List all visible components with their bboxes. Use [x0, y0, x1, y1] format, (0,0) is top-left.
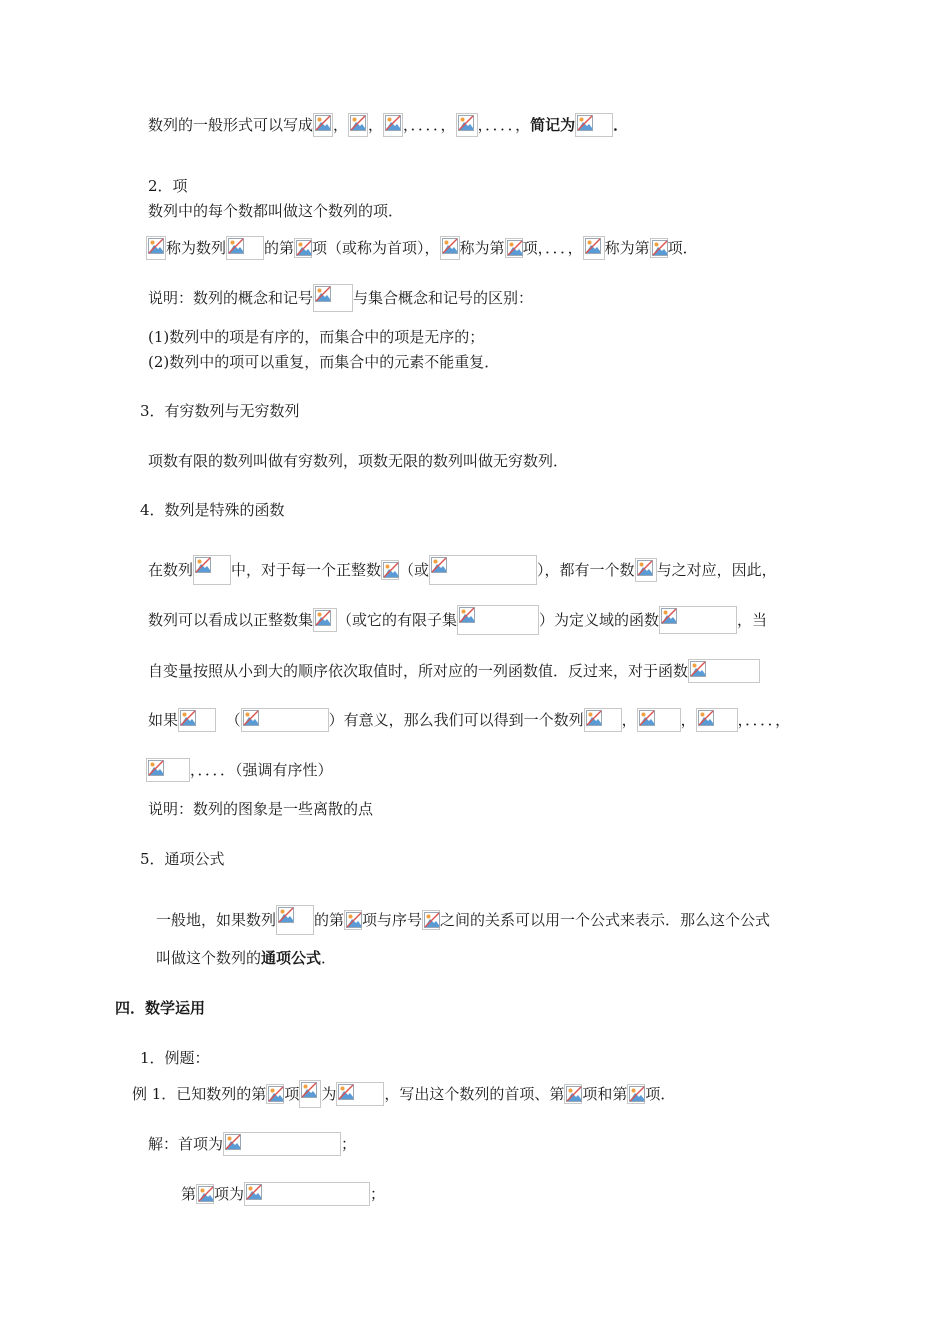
- formula-image: [429, 555, 537, 585]
- broken-image-icon: [458, 115, 474, 131]
- broken-image-icon: [198, 1186, 214, 1202]
- broken-image-icon: [442, 238, 458, 254]
- formula-image: [457, 605, 539, 635]
- broken-image-icon: [629, 1086, 645, 1102]
- paragraph-line: 一般地，如果数列 的第 项与序号 之间的关系可以用一个公式来表示．那么这个公式: [156, 908, 770, 932]
- broken-image-icon: [507, 240, 523, 256]
- broken-image-icon: [639, 710, 655, 726]
- broken-image-icon: [459, 607, 475, 623]
- formula-image: [244, 1182, 370, 1206]
- formula-image: [650, 238, 668, 258]
- broken-image-icon: [301, 1082, 317, 1098]
- note-line: 说明：数列的概念和记号 与集合概念和记号的区别：: [148, 286, 533, 310]
- formula-image: [583, 236, 605, 260]
- formula-image: [635, 558, 657, 582]
- broken-image-icon: [383, 562, 399, 578]
- example-question: 例 1．已知数列的第 项 为 ，写出这个数列的首项、第 项和第 项．: [132, 1082, 675, 1106]
- broken-image-icon: [180, 710, 196, 726]
- paragraph-line: ，．．．．（强调有序性）: [146, 758, 333, 782]
- formula-image: [178, 708, 216, 732]
- broken-image-icon: [268, 1086, 284, 1102]
- term-naming-line: 称为数列 的第 项（或称为首项）， 称为第 项，．．．， 称为第 项．: [146, 236, 698, 260]
- broken-image-icon: [148, 760, 164, 776]
- broken-image-icon: [424, 912, 440, 928]
- formula-image: [564, 1084, 582, 1104]
- broken-image-icon: [346, 912, 362, 928]
- broken-image-icon: [652, 240, 668, 256]
- section-heading: 1．例题：: [140, 1049, 210, 1067]
- formula-image: [313, 113, 333, 137]
- solution-line: 解：首项为 ；: [148, 1132, 356, 1156]
- broken-image-icon: [315, 115, 331, 131]
- formula-image: [505, 238, 523, 258]
- broken-image-icon: [637, 560, 653, 576]
- paragraph-line: 自变量按照从小到大的顺序依次取值时，所对应的一列函数值．反过来，对于函数: [148, 659, 760, 683]
- formula-image: [383, 113, 403, 137]
- broken-image-icon: [577, 115, 593, 131]
- paragraph-line: 数列可以看成以正整数集 （或它的有限子集 ）为定义域的函数 ，当: [148, 608, 767, 632]
- broken-image-icon: [350, 115, 366, 131]
- formula-image: [456, 113, 478, 137]
- paragraph-line: 如果 （ ）有意义，那么我们可以得到一个数列 ， ， ，．．．．，: [148, 708, 790, 732]
- formula-image: [440, 236, 460, 260]
- formula-image: [241, 708, 329, 732]
- broken-image-icon: [296, 240, 312, 256]
- section-heading: 2．项: [148, 177, 188, 195]
- broken-image-icon: [278, 907, 294, 923]
- formula-image: [348, 113, 368, 137]
- formula-image: [637, 708, 681, 732]
- list-item: (2)数列中的项可以重复，而集合中的元素不能重复．: [148, 353, 500, 371]
- formula-image: [696, 708, 738, 732]
- formula-image: [276, 905, 314, 935]
- broken-image-icon: [690, 661, 706, 677]
- broken-image-icon: [315, 286, 331, 302]
- formula-image: [344, 910, 362, 930]
- broken-image-icon: [566, 1086, 582, 1102]
- formula-image: [266, 1084, 284, 1104]
- formula-image: [381, 560, 399, 580]
- broken-image-icon: [225, 1134, 241, 1150]
- section-heading: 5．通项公式: [140, 850, 225, 868]
- broken-image-icon: [338, 1084, 354, 1100]
- text: 数列的一般形式可以写成: [148, 116, 314, 134]
- formula-image: [146, 758, 190, 782]
- text: ．: [613, 116, 629, 134]
- broken-image-icon: [148, 238, 164, 254]
- section-heading: 3．有穷数列与无穷数列: [140, 402, 300, 420]
- text: ，: [333, 116, 349, 134]
- formula-image: [196, 1184, 214, 1204]
- broken-image-icon: [228, 238, 244, 254]
- formula-image: [294, 238, 312, 258]
- general-form-line: [148, 113, 628, 137]
- note-line: 说明：数列的图象是一些离散的点: [148, 800, 374, 818]
- paragraph: 数列中的每个数都叫做这个数列的项．: [148, 202, 404, 220]
- broken-image-icon: [195, 557, 211, 573]
- formula-image: [299, 1080, 321, 1108]
- formula-image: [336, 1082, 384, 1106]
- list-item: (1)数列中的项是有序的，而集合中的项是无序的；: [148, 328, 485, 346]
- solution-line: 第 项为 ；: [181, 1182, 385, 1206]
- paragraph-line: 叫做这个数列的 通项公式 ．: [156, 949, 337, 967]
- broken-image-icon: [586, 710, 602, 726]
- formula-image: [223, 1132, 341, 1156]
- broken-image-icon: [385, 115, 401, 131]
- broken-image-icon: [243, 710, 259, 726]
- text: ，．．．．，: [403, 116, 456, 134]
- section-heading: 四．数学运用: [115, 999, 206, 1017]
- paragraph-line: 在数列 中，对于每一个正整数 （或 ），都有一个数 与之对应，因此，: [148, 558, 777, 582]
- formula-image: [575, 113, 613, 137]
- formula-image: [226, 236, 264, 260]
- text: ，．．．．，: [477, 116, 531, 134]
- broken-image-icon: [698, 710, 714, 726]
- formula-image: [627, 1084, 645, 1104]
- formula-image: [193, 555, 231, 585]
- broken-image-icon: [315, 610, 331, 626]
- formula-image: [313, 608, 337, 632]
- broken-image-icon: [661, 608, 677, 624]
- broken-image-icon: [585, 238, 601, 254]
- formula-image: [422, 910, 440, 930]
- paragraph: 项数有限的数列叫做有穷数列，项数无限的数列叫做无穷数列．: [148, 452, 569, 470]
- text: ，: [368, 116, 384, 134]
- formula-image: [313, 284, 353, 312]
- formula-image: [584, 708, 622, 732]
- broken-image-icon: [431, 557, 447, 573]
- formula-image: [688, 659, 760, 683]
- bold-text: 通项公式: [261, 949, 322, 967]
- bold-text: 简记为: [530, 116, 576, 134]
- formula-image: [146, 236, 166, 260]
- broken-image-icon: [246, 1184, 262, 1200]
- section-heading: 4．数列是特殊的函数: [140, 501, 285, 519]
- formula-image: [659, 606, 737, 634]
